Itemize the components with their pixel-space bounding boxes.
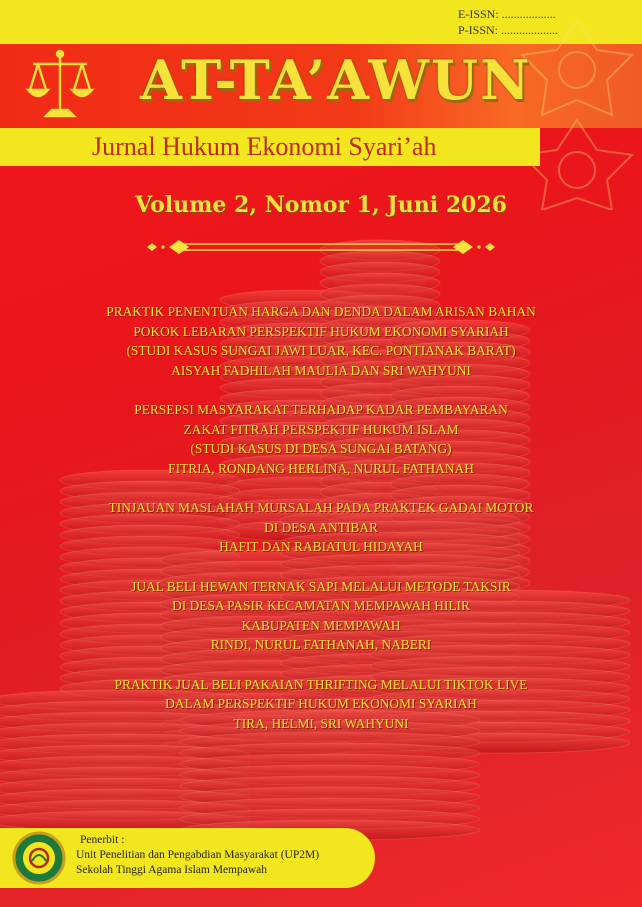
publisher-label: Penerbit : [80,834,125,846]
article-title-line: DI DESA PASIR KECAMATAN MEMPAWAH HILIR [172,598,470,613]
journal-title: AT-TA’AWUN [140,48,532,112]
scale-of-justice-icon [24,48,96,122]
article-title-line: PRAKTIK PENENTUAN HARGA DAN DENDA DALAM ARISAN BAHAN [106,304,536,319]
publisher-info [76,833,319,878]
article-title-line: ZAKAT FITRAH PERSPEKTIF HUKUM ISLAM [183,421,459,437]
article-title-line: POKOK LEBARAN PERSPEKTIF HUKUM EKONOMI SYARIAH [133,323,509,339]
article-entry [40,400,602,478]
e-issn: E-ISSN: .................. [458,7,556,21]
article-authors: HAFIT DAN RABIATUL HIDAYAH [219,539,423,554]
article-entry [40,675,602,734]
article-title-line: KABUPATEN MEMPAWAH [241,617,401,633]
ornamental-divider [143,238,499,256]
article-entry [40,577,602,655]
article-title-line: DI DESA ANTIBAR [264,519,378,535]
publisher-unit: Unit Penelitian dan Pengabdian Masyarakat (UP2M) [76,849,320,861]
publisher-institution: Sekolah Tinggi Agama Islam Mempawah [76,864,268,876]
article-title-line: (STUDI KASUS DI DESA SUNGAI BATANG) [190,441,452,456]
article-entry [40,498,602,557]
article-title-line: (STUDI KASUS SUNGAI JAWI LUAR, KEC. PONTIANAK BARAT) [126,343,516,358]
article-authors: FITRIA, RONDANG HERLINA, NURUL FATHANAH [168,460,474,476]
article-list [40,302,602,753]
institution-seal-icon [12,831,66,885]
article-title-line: TINJAUAN MASLAHAH MURSALAH PADA PRAKTEK GADAI MOTOR [108,500,534,515]
article-authors: AISYAH FADHILAH MAULIA DAN SRI WAHYUNI [171,362,471,378]
article-authors: TIRA, HELMI, SRI WAHYUNI [233,715,409,731]
article-title-line: PERSEPSI MASYARAKAT TERHADAP KADAR PEMBAYARAN [134,402,508,417]
article-title-line: PRAKTIK JUAL BELI PAKAIAN THRIFTING MELALUI TIKTOK LIVE [114,676,528,692]
journal-subtitle: Jurnal Hukum Ekonomi Syari’ah [92,132,437,161]
article-entry [40,302,602,380]
article-title-line: DALAM PERSPEKTIF HUKUM EKONOMI SYARIAH [165,696,477,711]
p-issn: P-ISSN: ................... [458,23,559,37]
article-title-line: JUAL BELI HEWAN TERNAK SAPI MELALUI METODE TAKSIR [131,578,511,594]
volume-info: Volume 2, Nomor 1, Juni 2026 [135,192,507,218]
article-authors: RINDI, NURUL FATHANAH, NABERI [210,637,432,652]
